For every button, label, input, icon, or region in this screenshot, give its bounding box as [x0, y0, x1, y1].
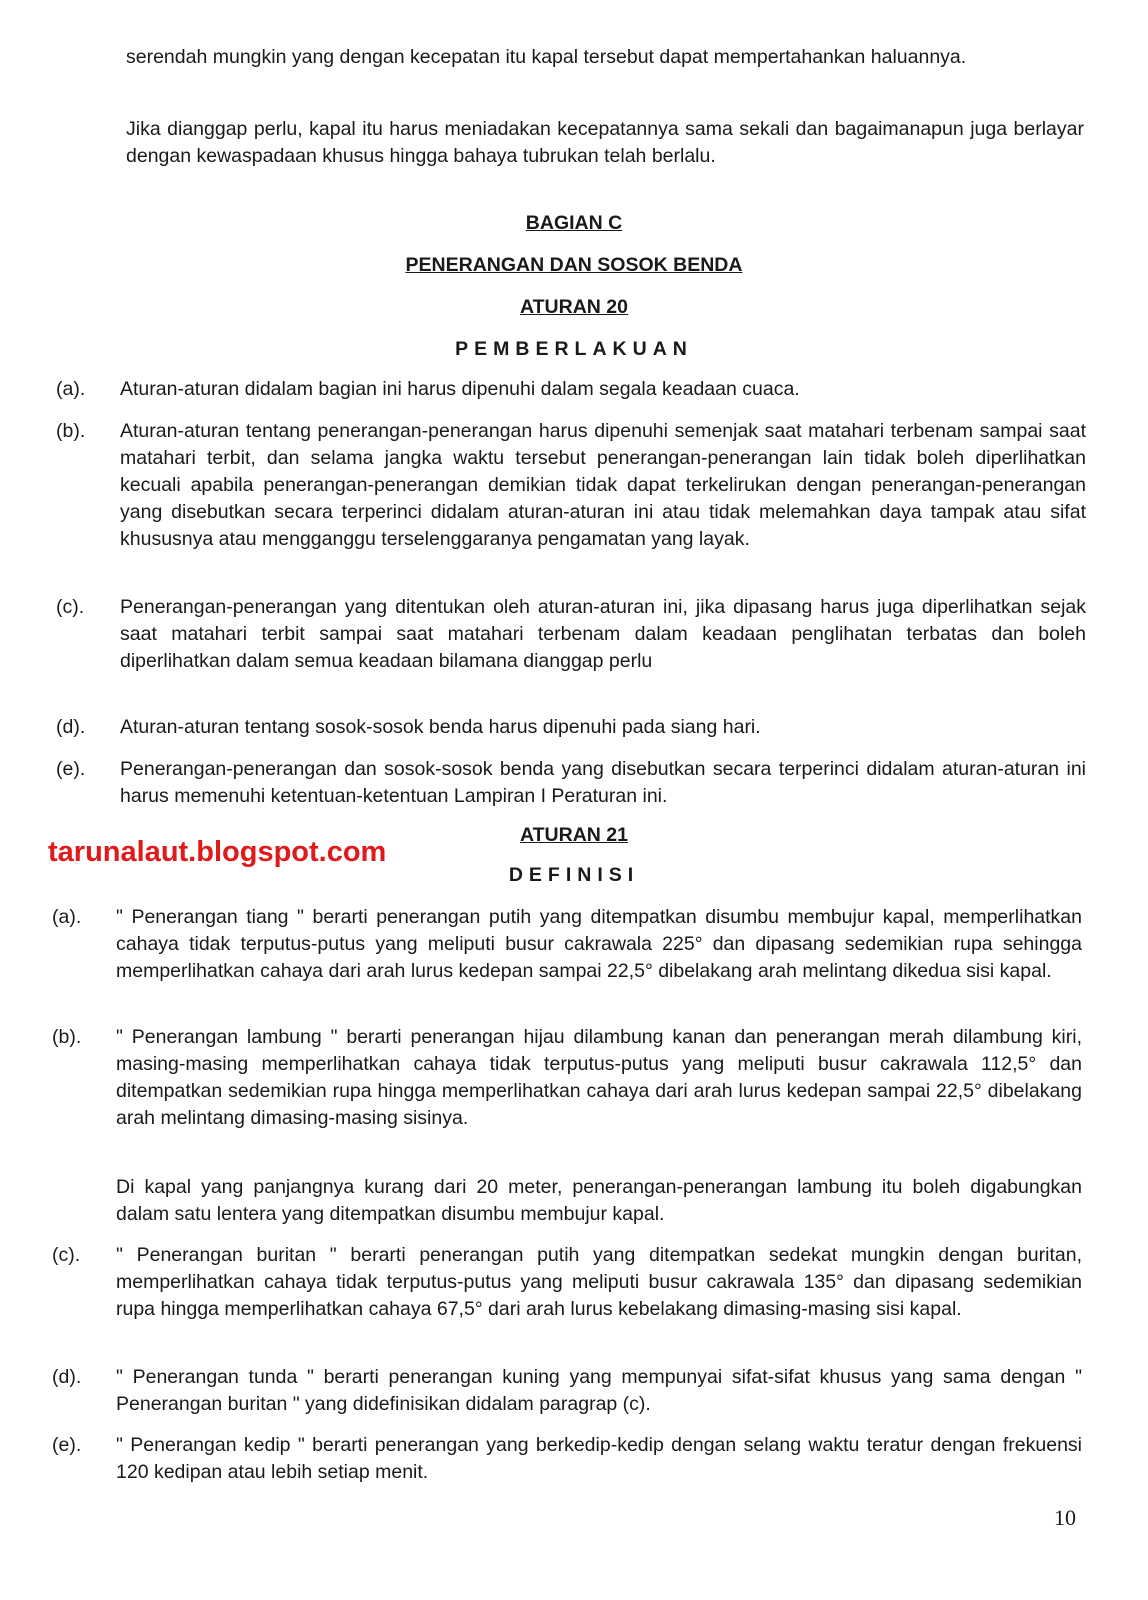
rule-21-number: ATURAN 21: [520, 824, 628, 846]
item-text: " Penerangan kedip " berarti penerangan yang berkedip-kedip dengan selang waktu teratur dengan frekuensi 120 kedipan atau lebih setiap menit.: [116, 1434, 1082, 1483]
item-label: (d).: [52, 1366, 82, 1388]
rule-20-title: PEMBERLAKUAN: [455, 338, 693, 360]
section-part-heading: [0, 210, 1148, 237]
section-title-heading: [0, 252, 1148, 279]
rule-20-number-heading: [0, 294, 1148, 321]
item-text: Di kapal yang panjangnya kurang dari 20 meter, penerangan-penerangan lambung itu boleh digabungkan dalam satu lentera yang ditempatkan disumbu membujur kapal.: [116, 1176, 1082, 1225]
blog-watermark: tarunalaut.blogspot.com: [48, 836, 387, 868]
section-title-label: PENERANGAN DAN SOSOK BENDA: [405, 254, 743, 276]
item-label: (e).: [52, 1434, 82, 1456]
item-label: (a).: [52, 906, 82, 928]
rule-20-number: ATURAN 20: [520, 296, 628, 318]
item-label: (c).: [56, 596, 85, 618]
item-label: (b).: [56, 420, 86, 442]
section-part-label: BAGIAN C: [525, 212, 623, 234]
page-number: 10: [1054, 1505, 1076, 1530]
item-text: " Penerangan tunda " berarti penerangan kuning yang mempunyai sifat-sifat khusus yang sama dengan " Penerangan buritan " yang didefinisikan didalam paragrap (c).: [116, 1366, 1082, 1415]
item-text: Penerangan-penerangan dan sosok-sosok benda yang disebutkan secara terperinci didalam aturan-aturan ini harus memenuhi ketentuan-ketentuan Lampiran I Peraturan ini.: [120, 758, 1086, 807]
item-label: (a).: [56, 378, 86, 400]
rule-21-title: DEFINISI: [508, 864, 640, 886]
intro-paragraph-2: Jika dianggap perlu, kapal itu harus meniadakan kecepatannya sama sekali dan bagaimanapun juga berlayar dengan kewaspadaan khusus hingga bahaya tubrukan telah berlalu.: [126, 118, 1084, 167]
item-label: (b).: [52, 1026, 82, 1048]
item-text: Penerangan-penerangan yang ditentukan oleh aturan-aturan ini, jika dipasang harus juga diperlihatkan sejak saat matahari terbit sampai saat matahari terbenam dalam keadaan penglihatan terbatas dan boleh diperlihatkan dalam semua keadaan bilamana dianggap perlu: [120, 596, 1086, 672]
item-text: " Penerangan tiang " berarti penerangan putih yang ditempatkan disumbu membujur kapal, memperlihatkan cahaya tidak terputus-putus yang meliputi busur cakrawala 225° dan dipasang sedemikian rupa sehingga memperlihatkan cahaya dari arah lurus kedepan sampai 22,5° dibelakang arah melintang dikedua sisi kapal.: [116, 906, 1082, 982]
item-text: Aturan-aturan tentang sosok-sosok benda harus dipenuhi pada siang hari.: [120, 716, 761, 738]
intro-paragraph-1: serendah mungkin yang dengan kecepatan itu kapal tersebut dapat mempertahankan haluannya.: [126, 46, 967, 68]
item-text: Aturan-aturan tentang penerangan-penerangan harus dipenuhi semenjak saat matahari terbenam sampai saat matahari terbit, dan selama jangka waktu tersebut penerangan-penerangan lain tidak boleh diperlihatkan kecuali apabila penerangan-penerangan demikian tidak dapat terkelirukan dengan penerangan-penerangan yang disebutkan secara terperinci didalam aturan-aturan ini atau tidak melemahkan daya tampak atau sifat khususnya atau mengganggu terselenggaranya pengamatan yang layak.: [120, 420, 1086, 550]
item-label: (e).: [56, 758, 86, 780]
item-text: Aturan-aturan didalam bagian ini harus dipenuhi dalam segala keadaan cuaca.: [120, 378, 800, 400]
item-label: (d).: [56, 716, 86, 738]
item-text: " Penerangan buritan " berarti penerangan putih yang ditempatkan sedekat mungkin dengan buritan, memperlihatkan cahaya tidak terputus-putus yang meliputi busur cakrawala 135° dan dipasang sedemikian rupa hingga memperlihatkan cahaya 67,5° dari arah lurus kebelakang dimasing-masing sisi kapal.: [116, 1244, 1082, 1320]
rule-21-number-heading: [0, 822, 1148, 849]
item-text: " Penerangan lambung " berarti penerangan hijau dilambung kanan dan penerangan merah dilambung kiri, masing-masing memperlihatkan cahaya tidak terputus-putus yang meliputi busur cakrawala 112,5° dan ditempatkan sedemikian rupa hingga memperlihatkan cahaya dari arah lurus kedepan sampai 22,5° dibelakang arah melintang dimasing-masing sisinya.: [116, 1026, 1082, 1129]
item-label: (c).: [52, 1244, 81, 1266]
